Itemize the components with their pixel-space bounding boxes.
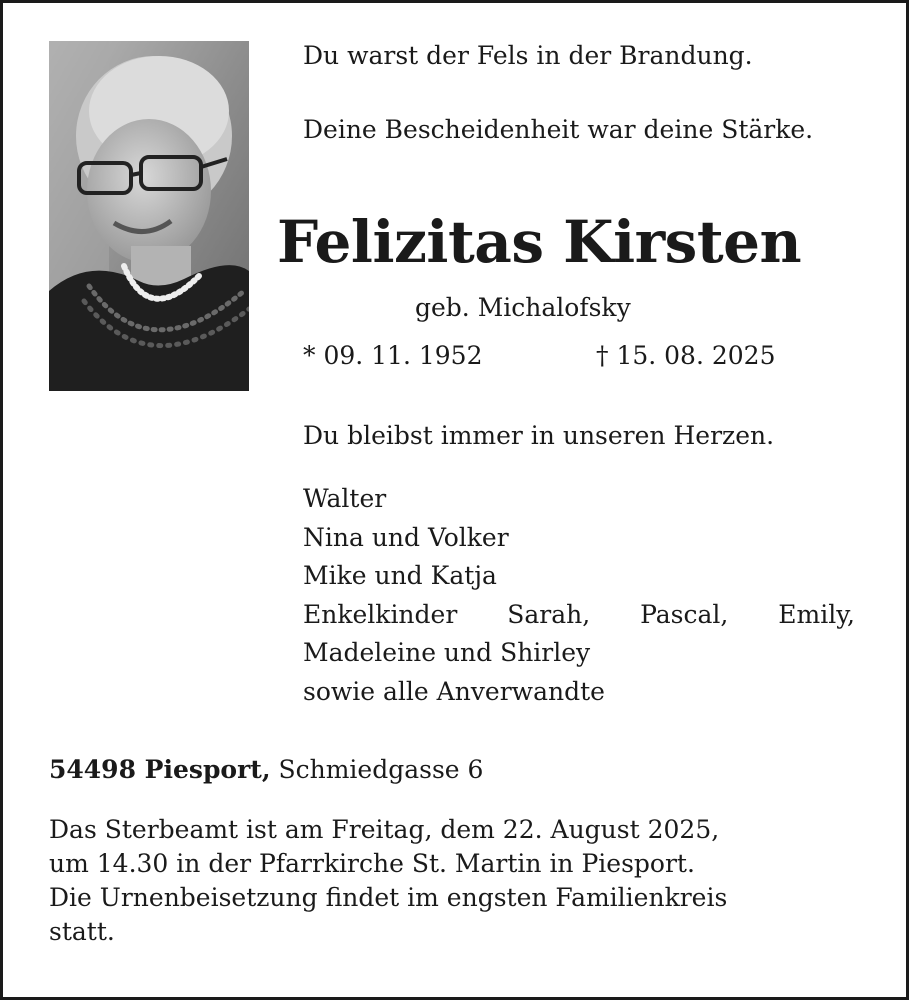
address-place: 54498 Piesport, — [49, 755, 271, 784]
mourner-line: Madeleine und Shirley — [303, 638, 591, 667]
mourners-list — [303, 480, 855, 711]
death-date: † 15. 08. 2025 — [596, 341, 776, 370]
mourner-word: Pascal, — [640, 599, 729, 629]
mourner-line: Mike und Katja — [303, 561, 497, 590]
birth-date: * 09. 11. 1952 — [303, 341, 483, 370]
verse-line-1: Du warst der Fels in der Brandung. — [303, 41, 753, 70]
notice-line: Die Urnenbeisetzung findet im engsten Familienkreis — [49, 883, 728, 912]
mourner-word: Sarah, — [507, 599, 591, 629]
mourner-line: sowie alle Anverwandte — [303, 676, 605, 706]
verse-line-2: Deine Bescheidenheit war deine Stärke. — [303, 115, 814, 144]
portrait-photo — [49, 41, 249, 391]
mourner-word: Emily, — [778, 599, 855, 629]
notice-line: um 14.30 in der Pfarrkirche St. Martin in Piesport. — [49, 849, 695, 878]
mourner-word: Enkelkinder — [303, 599, 458, 629]
mourner-line: Walter — [303, 484, 387, 513]
address — [49, 755, 483, 784]
mourner-line-grandchildren — [303, 596, 855, 635]
funeral-notice — [49, 813, 727, 949]
notice-line: Das Sterbeamt ist am Freitag, dem 22. August 2025, — [49, 815, 720, 844]
deceased-name: Felizitas Kirsten — [277, 208, 802, 276]
portrait-image — [49, 41, 249, 391]
notice-line: statt. — [49, 917, 115, 946]
address-street: Schmiedgasse 6 — [278, 755, 484, 784]
maiden-name: geb. Michalofsky — [415, 293, 631, 322]
closing-line: Du bleibst immer in unseren Herzen. — [303, 421, 775, 450]
mourner-line: Nina und Volker — [303, 522, 509, 552]
